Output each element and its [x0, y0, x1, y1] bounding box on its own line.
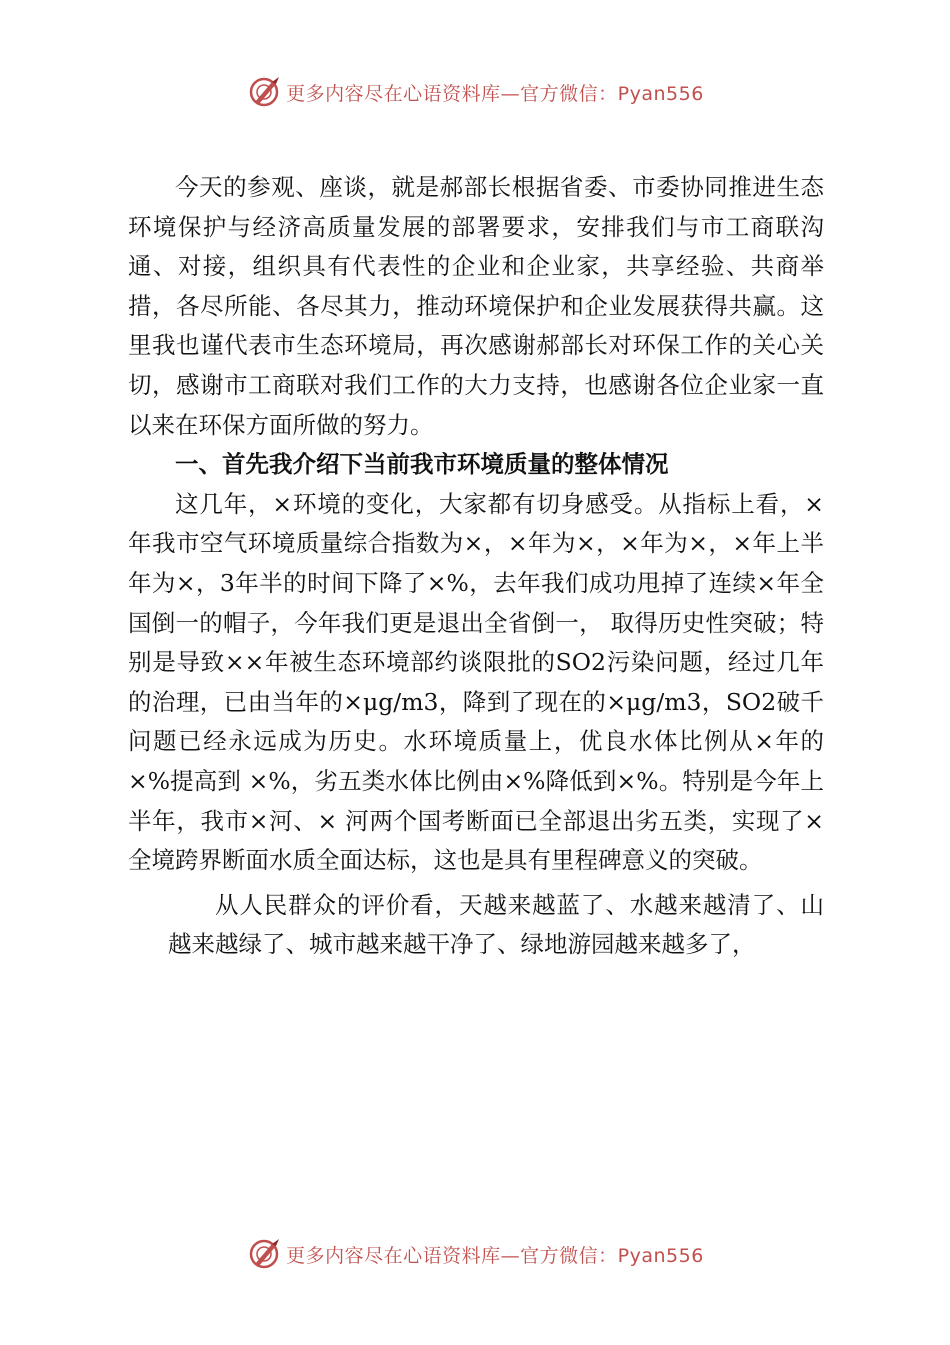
document-body [128, 168, 824, 965]
header-banner [0, 72, 950, 112]
pen-logo-icon [246, 74, 282, 110]
wechat-id: Pyan556 [617, 82, 704, 105]
paragraph: 今天的参观、座谈，就是郝部长根据省委、市委协同推进生态环境保护与经济高质量发展的部署要求，安排我们与市工商联沟通、对接，组织具有代表性的企业和企业家，共享经验、共商举措，各尽所能、各尽其力，推动环境保护和企业发展获得共赢。这里我也谨代表市生态环境局，再次感谢郝部长对环保工作的关心关切，感谢市工商联对我们工作的大力支持，也感谢各位企业家一直以来在环保方面所做的努力。 [128, 173, 824, 439]
section-heading: 一、首先我介绍下当前我市环境质量的整体情况 [175, 450, 669, 479]
paragraph: 从人民群众的评价看，天越来越蓝了、水越来越清了、山越来越绿了、城市越来越干净了、绿地游园越来越多了， [168, 890, 824, 959]
wechat-id: Pyan556 [617, 1244, 704, 1267]
banner-text: 更多内容尽在心语资料库—官方微信：Pyan556 [286, 82, 704, 105]
paragraph: 这几年，×环境的变化，大家都有切身感受。从指标上看，×年我市空气环境质量综合指数为×，×年为×，×年为×，×年上半年为×，3年半的时间下降了×%，去年我们成功甩掉了连续×年全国倒一的帽子，今年我们更是退出全省倒一， 取得历史性突破；特别是导致××年被生态环境部约谈限批的SO2污染问题，经过几年的治理，已由当年的×μg/m3，降到了现在的×μg/m3，SO2破千问题已经永远成为历史。水环境质量上，优良水体比例从×年的×%提高到 ×%，劣五类水体比例由×%降低到×%。特别是今年上半年，我市×河、× 河两个国考断面已全部退出劣五类，实现了×全境跨界断面水质全面达标，这也是具有里程碑意义的突破。 [128, 489, 824, 875]
footer-banner [0, 1234, 950, 1274]
pen-logo-icon [246, 1236, 282, 1272]
banner-text: 更多内容尽在心语资料库—官方微信：Pyan556 [286, 1244, 704, 1267]
